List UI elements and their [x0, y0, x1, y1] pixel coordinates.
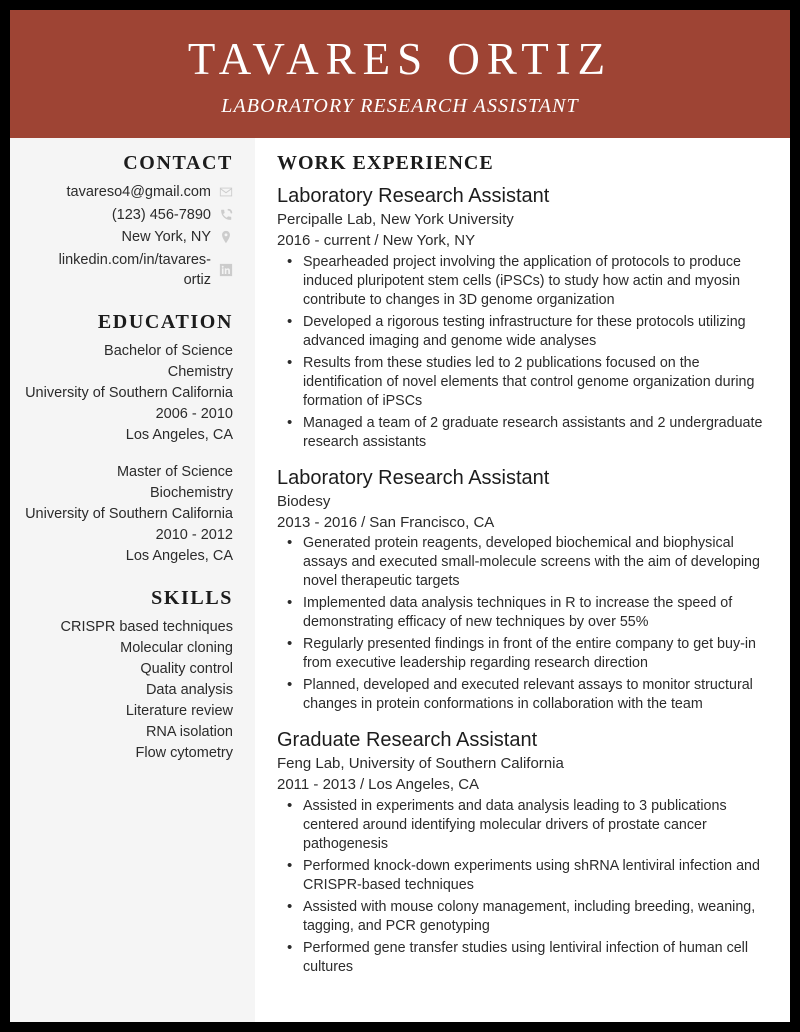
contact-location-text: New York, NY	[121, 229, 211, 246]
job-bullet: • Performed gene transfer studies using lentiviral infection of human cell cultures	[277, 939, 776, 977]
job-bullet: • Results from these studies led to 2 publications focused on the identification of novel elements that control genome organization during formation of iPSCs	[277, 354, 776, 411]
job-bullet: • Implemented data analysis techniques in R to increase the speed of demonstrating efficacy of new techniques by over 55%	[277, 594, 776, 632]
page-title: TAVARES ORTIZ	[187, 33, 613, 84]
job-location: San Francisco, CA	[369, 513, 495, 531]
job-location: Los Angeles, CA	[368, 776, 480, 794]
contact-linkedin-text: linkedin.com/in/tavares-ortiz	[58, 251, 211, 289]
job-title: Laboratory Research Assistant	[277, 466, 550, 489]
contact-item-email[interactable]	[20, 182, 233, 203]
skill-item: Quality control	[140, 661, 233, 678]
education-entry	[20, 341, 233, 446]
skill-item: Literature review	[125, 703, 233, 720]
skills-heading: SKILLS	[151, 587, 233, 610]
contact-item-location[interactable]	[20, 227, 233, 248]
job-meta-separator: /	[374, 232, 379, 250]
job-dates: 2013 - 2016	[277, 513, 358, 531]
skill-item: Data analysis	[145, 682, 233, 699]
job-bullet: • Spearheaded project involving the application of protocols to produce induced pluripotent stem cells (iPSCs) to study how actin and myosin contribute to changes in 3D genome organization	[277, 253, 776, 310]
contact-list	[20, 182, 233, 291]
resume-page	[10, 10, 790, 1022]
education-heading: EDUCATION	[97, 310, 233, 333]
location-pin-icon	[219, 230, 233, 244]
job-bullet: • Assisted in experiments and data analysis leading to 3 publications centered around identifying molecular drivers of prostate cancer pathogenesis	[277, 797, 776, 854]
job-meta-separator: /	[361, 513, 366, 531]
job-bullet: • Planned, developed and executed relevant assays to monitor structural changes in protein conformations in collaboration with the team	[277, 676, 776, 714]
job-dates: 2016 - current	[277, 232, 371, 250]
education-years: 2006 - 2010	[155, 405, 233, 422]
education-list	[20, 341, 233, 567]
resume-body	[10, 138, 790, 1022]
contact-item-linkedin[interactable]	[20, 250, 233, 291]
education-degree: Bachelor of Science	[104, 342, 233, 359]
education-location: Los Angeles, CA	[125, 548, 233, 565]
main-content	[255, 138, 790, 1022]
job-entry	[277, 727, 776, 977]
envelope-icon	[219, 185, 233, 199]
contact-heading: CONTACT	[123, 152, 233, 174]
job-meta	[277, 774, 776, 795]
job-entry	[277, 183, 776, 452]
resume-header	[10, 10, 790, 138]
job-meta	[277, 230, 776, 251]
job-entry	[277, 465, 776, 715]
skill-item: Molecular cloning	[120, 640, 233, 657]
work-experience-heading: WORK EXPERIENCE	[277, 152, 494, 174]
phone-icon	[219, 208, 233, 222]
job-company: Percipalle Lab, New York University	[277, 211, 514, 228]
job-bullet-list	[277, 253, 776, 452]
job-title: Graduate Research Assistant	[277, 729, 538, 752]
sidebar	[10, 138, 255, 1022]
education-location: Los Angeles, CA	[125, 426, 233, 443]
job-dates: 2011 - 2013	[277, 776, 356, 794]
job-bullet: • Managed a team of 2 graduate research assistants and 2 undergraduate research assistants	[277, 414, 776, 452]
education-years: 2010 - 2012	[155, 527, 233, 544]
skills-list	[20, 617, 233, 764]
job-bullet: • Assisted with mouse colony management, including breeding, weaning, tagging, and PCR genotyping	[277, 898, 776, 936]
job-company: Feng Lab, University of Southern California	[277, 755, 564, 773]
education-degree: Master of Science	[116, 463, 233, 480]
education-entry	[20, 462, 233, 567]
job-bullet: • Regularly presented findings in front of the entire company to get buy-in from executive leadership regarding research direction	[277, 635, 776, 673]
skill-item: Flow cytometry	[135, 745, 233, 762]
job-location: New York, NY	[382, 232, 476, 250]
education-field: Biochemistry	[150, 484, 233, 501]
education-school: University of Southern California	[25, 506, 233, 522]
contact-email-text: tavareso4@gmail.com	[66, 184, 211, 200]
header-subtitle: LABORATORY RESEARCH ASSISTANT	[221, 95, 579, 118]
job-bullet: • Generated protein reagents, developed biochemical and biophysical assays and executed small-molecule screens with the aim of developing novel therapeutic targets	[277, 534, 776, 591]
education-school: University of Southern California	[25, 384, 233, 401]
contact-item-phone[interactable]	[20, 205, 233, 226]
skill-item: CRISPR based techniques	[60, 619, 233, 636]
job-bullet-list	[277, 797, 776, 977]
linkedin-icon	[219, 263, 233, 277]
job-bullet-list	[277, 534, 776, 714]
job-meta	[277, 512, 776, 533]
job-company: Biodesy	[277, 492, 331, 510]
education-field: Chemistry	[167, 363, 233, 380]
contact-phone-text: (123) 456-7890	[111, 206, 211, 223]
job-title: Laboratory Research Assistant	[277, 185, 550, 207]
job-meta-separator: /	[359, 776, 365, 794]
job-bullet: • Performed knock-down experiments using shRNA lentiviral infection and CRISPR-based techniques	[277, 857, 776, 895]
skill-item: RNA isolation	[145, 724, 233, 741]
job-bullet: • Developed a rigorous testing infrastructure for these protocols utilizing advanced imaging and genome wide analyses	[277, 313, 776, 351]
